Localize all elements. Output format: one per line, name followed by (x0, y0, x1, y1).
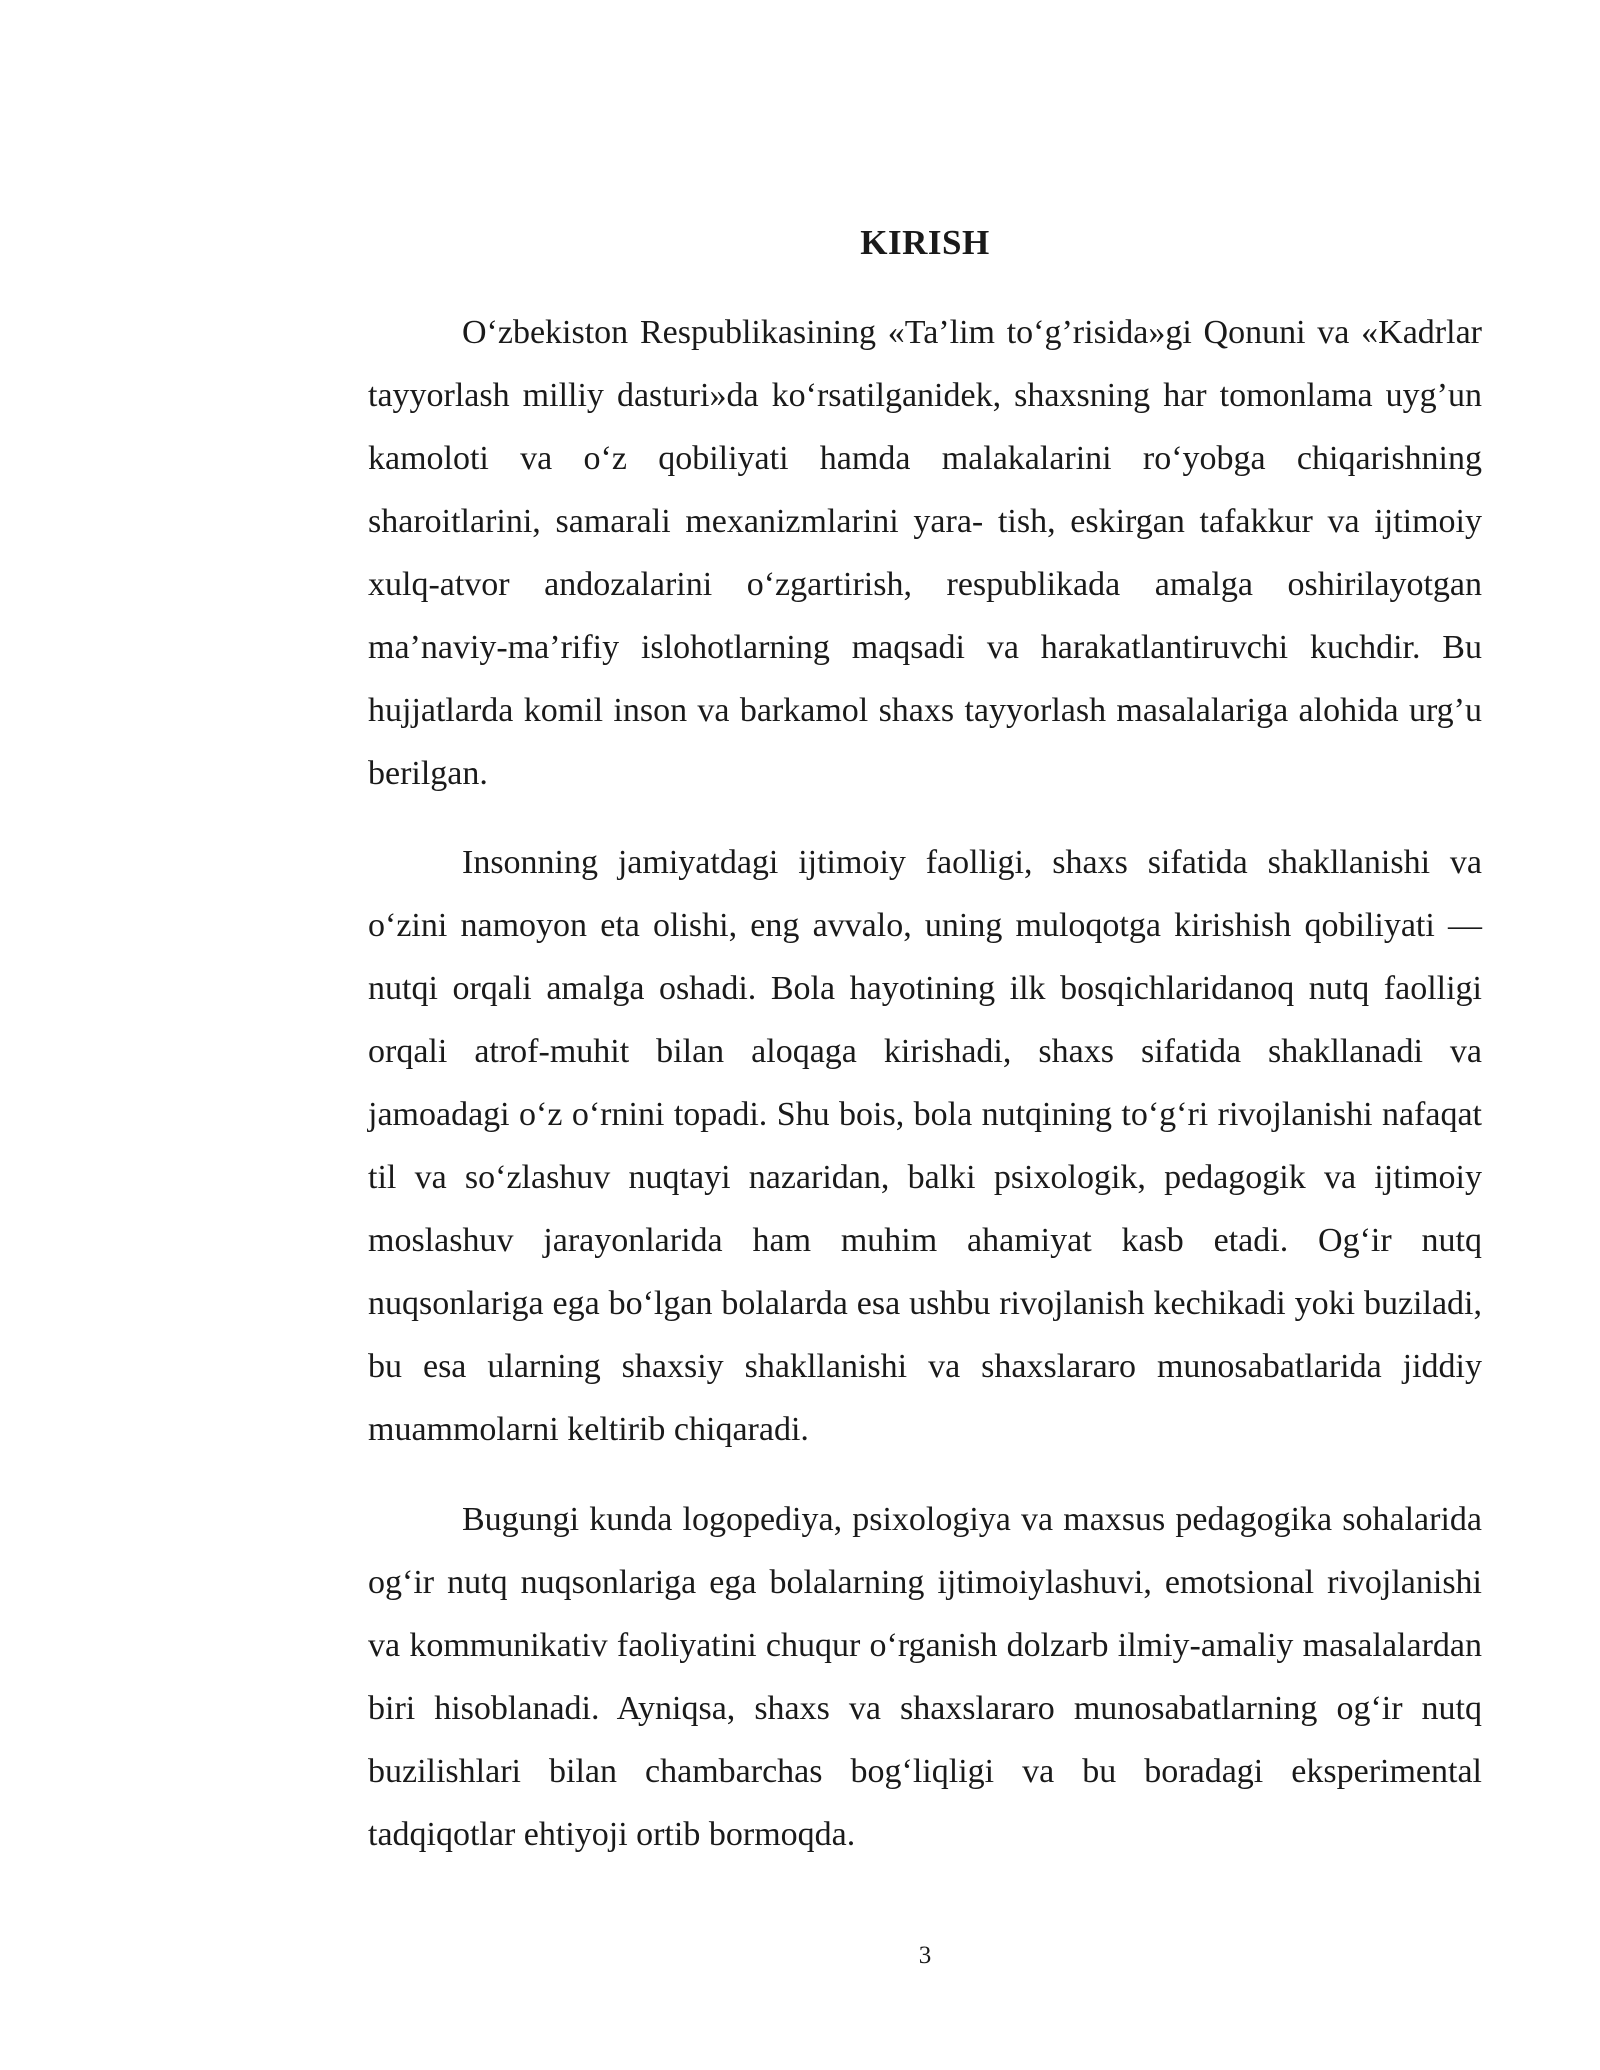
page-number: 3 (918, 1942, 932, 1969)
paragraph-1: O‘zbekiston Respublikasining «Ta’lim to‘g’risida»gi Qonuni va «Kadrlar tayyorlash milliy dasturi»da ko‘rsatilganidek, shaxsning har tomonlama uyg’un kamoloti va o‘z qobiliyati hamda malakalarini ro‘yobga chiqarishning sharoitlarini, samarali mexanizmlarini yara- tish, eskirgan tafakkur va ijtimoiy xulq-atvor andozalarini o‘zgartirish, respublikada amalga oshirilayotgan ma’naviy-ma’rifiy islohotlarning maqsadi va harakatlantiruvchi kuchdir. Bu hujjatlarda komil inson va barkamol shaxs tayyorlash masalalariga alohida urg’u berilgan. (368, 314, 1482, 792)
paragraph-2: Insonning jamiyatdagi ijtimoiy faolligi, shaxs sifatida shakllanishi va o‘zini namoyon eta olishi, eng avvalo, uning muloqotga kirishish qobiliyati — nutqi orqali amalga oshadi. Bola hayotining ilk bosqichlaridanoq nutq faolligi orqali atrof-muhit bilan aloqaga kirishadi, shaxs sifatida shakllanadi va jamoadagi o‘z o‘rnini topadi. Shu bois, bola nutqining to‘g‘ri rivojlanishi nafaqat til va so‘zlashuv nuqtayi nazaridan, balki psixologik, pedagogik va ijtimoiy moslashuv jarayonlarida ham muhim ahamiyat kasb etadi. Og‘ir nutq nuqsonlariga ega bo‘lgan bolalarda esa ushbu rivojlanish kechikadi yoki buziladi, bu esa ularning shaxsiy shakllanishi va shaxslararo munosabatlarida jiddiy muammolarni keltirib chiqaradi. (368, 844, 1482, 1448)
page-title: KIRISH (860, 223, 990, 262)
paragraph-3: Bugungi kunda logopediya, psixologiya va maxsus pedagogika sohalarida og‘ir nutq nuqsonlariga ega bolalarning ijtimoiylashuvi, emotsional rivojlanishi va kommunikativ faoliyatini chuqur o‘rganish dolzarb ilmiy-amaliy masalalardan biri hisoblanadi. Ayniqsa, shaxs va shaxslararo munosabatlarning og‘ir nutq buzilishlari bilan chambarchas bog‘liqligi va bu boradagi eksperimental tadqiqotlar ehtiyoji ortib bormoqda. (368, 1501, 1482, 1853)
document-page (368, 0, 1482, 2070)
